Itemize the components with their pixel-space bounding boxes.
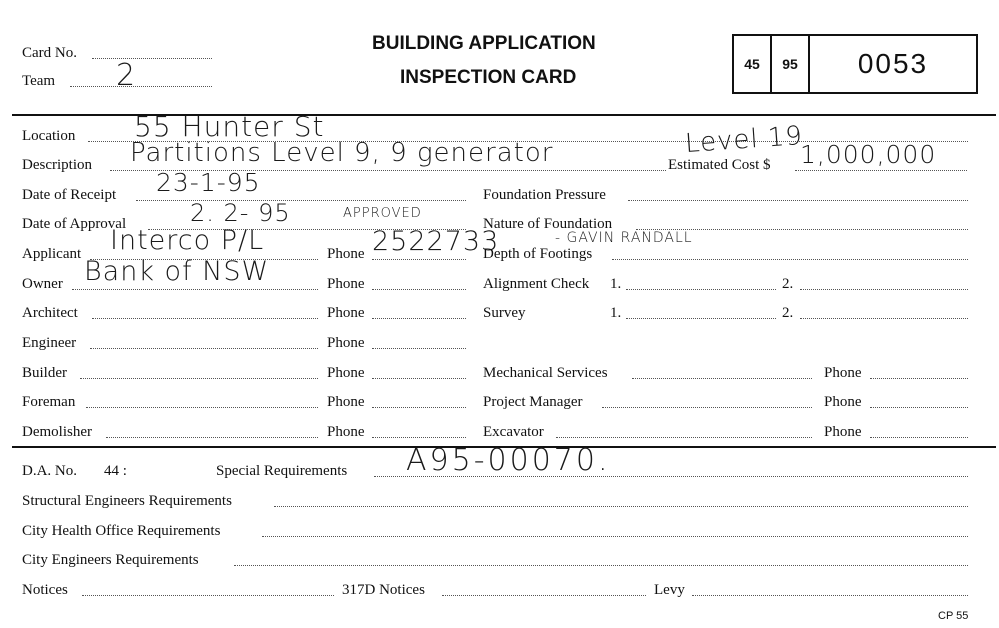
applicant-label: Applicant — [22, 246, 82, 262]
notices-317d-label: 317D Notices — [342, 582, 425, 598]
survey-1-label: 1. — [610, 305, 622, 321]
alignment-check-label: Alignment Check — [483, 276, 590, 292]
foreman-phone-label: Phone — [327, 394, 365, 410]
alignment-check-2-label: 2. — [782, 276, 794, 292]
city-health-dots — [262, 536, 968, 537]
applicant-value: Interco P/L — [110, 225, 265, 256]
alignment-check-1-dots — [626, 289, 776, 290]
builder-label: Builder — [22, 365, 67, 381]
description-label: Description — [22, 157, 92, 173]
date-receipt-label: Date of Receipt — [22, 187, 117, 203]
team-label: Team — [22, 73, 56, 89]
card-number-box — [732, 34, 978, 94]
date-approval-label: Date of Approval — [22, 216, 127, 232]
alignment-check-1-label: 1. — [610, 276, 622, 292]
da-no-label: D.A. No. — [22, 463, 77, 479]
city-engineers-label: City Engineers Requirements — [22, 552, 199, 568]
foundation-pressure-dots — [628, 200, 968, 201]
applicant-phone-label: Phone — [327, 246, 365, 262]
date-receipt-value: 23-1-95 — [156, 168, 261, 197]
engineer-phone-label: Phone — [327, 335, 365, 351]
nature-foundation-label: Nature of Foundation — [483, 216, 613, 232]
team-dots — [70, 86, 212, 87]
alignment-check-2-dots — [800, 289, 968, 290]
card-no-label: Card No. — [22, 45, 77, 61]
depth-footings-label: Depth of Footings — [483, 246, 593, 262]
architect-phone-label: Phone — [327, 305, 365, 321]
mechanical-phone-label: Phone — [824, 365, 862, 381]
date-receipt-dots — [136, 200, 466, 201]
card-code-1: 45 — [734, 36, 772, 92]
excavator-label: Excavator — [483, 424, 544, 440]
excavator-phone-dots — [870, 437, 968, 438]
structural-engineers-dots — [274, 506, 968, 507]
location-value: 55 Hunter St — [134, 110, 325, 143]
card-no-dots — [92, 58, 212, 59]
estimated-cost-value: 1,000,000 — [800, 140, 937, 169]
mechanical-phone-dots — [870, 378, 968, 379]
architect-phone-dots — [372, 318, 466, 319]
survey-2-label: 2. — [782, 305, 794, 321]
project-manager-label: Project Manager — [483, 394, 583, 410]
foreman-phone-dots — [372, 407, 466, 408]
excavator-phone-label: Phone — [824, 424, 862, 440]
form-title-line1: BUILDING APPLICATION — [372, 33, 596, 54]
depth-footings-dots — [612, 259, 968, 260]
engineer-phone-dots — [372, 348, 466, 349]
mechanical-services-dots — [632, 378, 812, 379]
notices-dots — [82, 595, 334, 596]
owner-phone-dots — [372, 289, 466, 290]
applicant-phone-dots — [372, 259, 466, 260]
mechanical-services-label: Mechanical Services — [483, 365, 608, 381]
card-code-2: 95 — [772, 36, 810, 92]
foreman-dots — [86, 407, 318, 408]
special-requirements-label: Special Requirements — [216, 463, 348, 479]
card-number: 0053 — [857, 48, 929, 79]
project-manager-dots — [602, 407, 812, 408]
builder-phone-label: Phone — [327, 365, 365, 381]
form-title-line2: INSPECTION CARD — [400, 67, 577, 88]
owner-label: Owner — [22, 276, 63, 292]
description-value: Partitions Level 9, 9 generator — [130, 138, 554, 168]
special-requirements-value: A95-00070. — [406, 443, 611, 478]
team-value: 2 — [116, 58, 137, 93]
owner-phone-label: Phone — [327, 276, 365, 292]
engineer-dots — [90, 348, 318, 349]
nature-foundation-dots — [636, 229, 968, 230]
approved-stamp: APPROVED — [343, 206, 422, 221]
demolisher-label: Demolisher — [22, 424, 92, 440]
project-manager-phone-label: Phone — [824, 394, 862, 410]
project-manager-phone-dots — [870, 407, 968, 408]
level-note: Level 19 — [684, 120, 804, 160]
city-health-label: City Health Office Requirements — [22, 523, 221, 539]
architect-dots — [92, 318, 318, 319]
levy-label: Levy — [654, 582, 685, 598]
estimated-cost-dots — [795, 170, 967, 171]
demolisher-phone-label: Phone — [327, 424, 365, 440]
da-no-value: 44 : — [104, 463, 127, 479]
foundation-pressure-label: Foundation Pressure — [483, 187, 606, 203]
engineer-label: Engineer — [22, 335, 77, 351]
architect-label: Architect — [22, 305, 78, 321]
owner-value: Bank of NSW — [84, 256, 270, 287]
levy-dots — [692, 595, 968, 596]
foreman-label: Foreman — [22, 394, 76, 410]
builder-dots — [80, 378, 318, 379]
demolisher-phone-dots — [372, 437, 466, 438]
owner-dots — [72, 289, 318, 290]
demolisher-dots — [106, 437, 318, 438]
notices-label: Notices — [22, 582, 68, 598]
survey-label: Survey — [483, 305, 526, 321]
location-label: Location — [22, 128, 76, 144]
notices-317d-dots — [442, 595, 646, 596]
city-engineers-dots — [234, 565, 968, 566]
structural-engineers-label: Structural Engineers Requirements — [22, 493, 232, 509]
date-approval-value: 2. 2- 95 — [190, 199, 291, 227]
form-code: CP 55 — [938, 610, 969, 622]
contact-name: - GAVIN RANDALL — [555, 230, 693, 246]
applicant-phone-value: 2522733 — [372, 226, 500, 257]
estimated-cost-label: Estimated Cost $ — [668, 157, 771, 173]
excavator-dots — [556, 437, 812, 438]
survey-1-dots — [626, 318, 776, 319]
survey-2-dots — [800, 318, 968, 319]
builder-phone-dots — [372, 378, 466, 379]
